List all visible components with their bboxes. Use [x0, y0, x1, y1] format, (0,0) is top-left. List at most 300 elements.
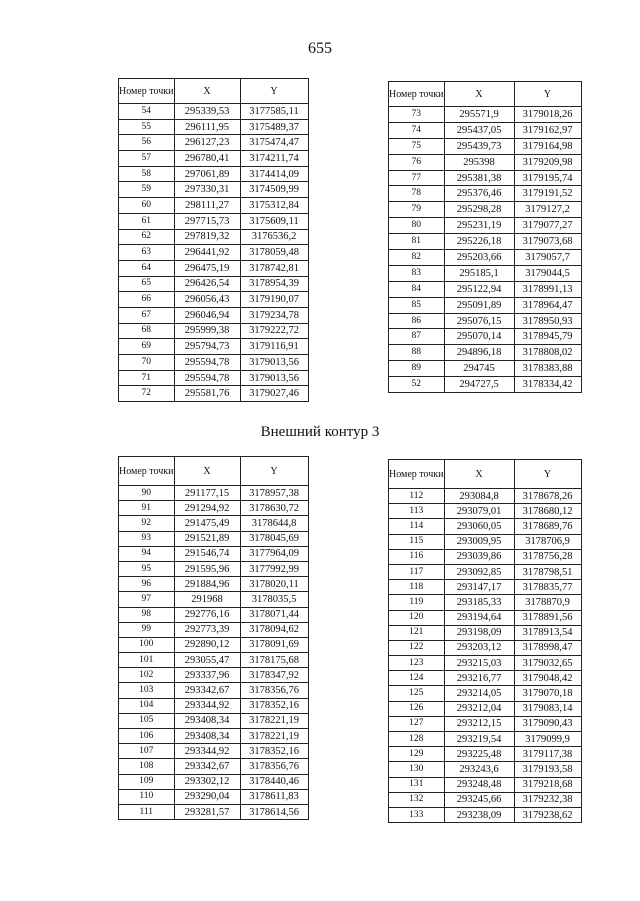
x-cell: 293342,67	[174, 759, 240, 774]
table-row	[389, 595, 582, 610]
x-cell: 295185,1	[444, 265, 514, 281]
y-cell: 3179090,43	[514, 716, 581, 731]
point-number-cell: 111	[119, 804, 175, 819]
y-cell: 3178950,93	[514, 313, 581, 329]
table-row	[119, 135, 309, 151]
x-cell: 293060,05	[444, 519, 514, 534]
y-cell: 3178798,51	[514, 564, 581, 579]
table-row	[389, 534, 582, 549]
table-row	[119, 698, 309, 713]
x-cell: 293238,09	[444, 807, 514, 822]
x-cell: 295091,89	[444, 297, 514, 313]
y-cell: 3178094,62	[240, 622, 308, 637]
x-cell: 293342,67	[174, 683, 240, 698]
point-number-cell: 101	[119, 653, 175, 668]
y-cell: 3178689,76	[514, 519, 581, 534]
x-cell: 296426,54	[174, 276, 240, 292]
point-number-cell: 76	[389, 154, 445, 170]
y-cell: 3179127,2	[514, 202, 581, 218]
table-row	[389, 777, 582, 792]
table-row	[119, 486, 309, 501]
x-cell: 296127,23	[174, 135, 240, 151]
x-cell: 295070,14	[444, 329, 514, 345]
point-number-cell: 70	[119, 355, 175, 371]
y-cell: 3178352,16	[240, 698, 308, 713]
x-cell: 295298,28	[444, 202, 514, 218]
x-cell: 293214,05	[444, 686, 514, 701]
y-cell: 3178808,02	[514, 345, 581, 361]
y-cell: 3178347,92	[240, 668, 308, 683]
x-cell: 296046,94	[174, 307, 240, 323]
point-number-cell: 105	[119, 713, 175, 728]
table-row	[389, 345, 582, 361]
x-cell: 296441,92	[174, 245, 240, 261]
x-cell: 293194,64	[444, 610, 514, 625]
point-number-cell: 119	[389, 595, 445, 610]
table-row	[119, 622, 309, 637]
point-number-cell: 82	[389, 250, 445, 266]
point-number-cell: 125	[389, 686, 445, 701]
x-cell: 293212,15	[444, 716, 514, 731]
point-number-cell: 112	[389, 489, 445, 504]
x-cell: 293185,33	[444, 595, 514, 610]
table-row	[119, 637, 309, 652]
y-cell: 3178954,39	[240, 276, 308, 292]
coordinates-table	[388, 81, 582, 393]
point-number-cell: 52	[389, 377, 445, 393]
table-row	[389, 504, 582, 519]
point-number-cell: 102	[119, 668, 175, 683]
x-cell: 293216,77	[444, 671, 514, 686]
table-row	[119, 260, 309, 276]
table-row	[119, 546, 309, 561]
y-cell: 3174211,74	[240, 151, 308, 167]
table-row	[119, 729, 309, 744]
y-cell: 3178630,72	[240, 501, 308, 516]
point-number-cell: 84	[389, 281, 445, 297]
x-cell: 293215,03	[444, 656, 514, 671]
x-cell: 297819,32	[174, 229, 240, 245]
y-cell: 3178991,13	[514, 281, 581, 297]
header-row	[389, 460, 582, 489]
point-number-cell: 104	[119, 698, 175, 713]
header-y: Y	[240, 79, 308, 104]
y-cell: 3178383,88	[514, 361, 581, 377]
table-row	[389, 732, 582, 747]
y-cell: 3178356,76	[240, 683, 308, 698]
x-cell: 293219,54	[444, 732, 514, 747]
point-number-cell: 117	[389, 564, 445, 579]
table-row	[119, 501, 309, 516]
point-number-cell: 81	[389, 234, 445, 250]
point-number-cell: 89	[389, 361, 445, 377]
coordinates-table	[118, 78, 309, 402]
x-cell: 293198,09	[444, 625, 514, 640]
point-number-cell: 54	[119, 104, 175, 120]
x-cell: 291521,89	[174, 531, 240, 546]
table-row	[389, 377, 582, 393]
y-cell: 3178678,26	[514, 489, 581, 504]
table-row	[119, 607, 309, 622]
table-row	[119, 516, 309, 531]
x-cell: 293302,12	[174, 774, 240, 789]
header-x: X	[444, 460, 514, 489]
header-y: Y	[514, 82, 581, 107]
point-number-cell: 62	[119, 229, 175, 245]
y-cell: 3179077,27	[514, 218, 581, 234]
y-cell: 3179013,56	[240, 370, 308, 386]
x-cell: 296056,43	[174, 292, 240, 308]
page-number: 655	[308, 40, 332, 57]
y-cell: 3178356,76	[240, 759, 308, 774]
x-cell: 293225,48	[444, 747, 514, 762]
point-number-cell: 60	[119, 198, 175, 214]
x-cell: 296111,95	[174, 119, 240, 135]
y-cell: 3179057,7	[514, 250, 581, 266]
point-number-cell: 132	[389, 792, 445, 807]
header-row	[119, 79, 309, 104]
table-row	[119, 198, 309, 214]
table-row	[389, 361, 582, 377]
x-cell: 295339,53	[174, 104, 240, 120]
y-cell: 3178221,19	[240, 713, 308, 728]
y-cell: 3178035,5	[240, 592, 308, 607]
point-number-cell: 99	[119, 622, 175, 637]
y-cell: 3178045,69	[240, 531, 308, 546]
x-cell: 295122,94	[444, 281, 514, 297]
x-cell: 295794,73	[174, 339, 240, 355]
x-cell: 297061,89	[174, 166, 240, 182]
x-cell: 295999,38	[174, 323, 240, 339]
point-number-cell: 68	[119, 323, 175, 339]
x-cell: 293009,95	[444, 534, 514, 549]
point-number-cell: 126	[389, 701, 445, 716]
x-cell: 293084,8	[444, 489, 514, 504]
x-cell: 293248,48	[444, 777, 514, 792]
section-title: Внешний контур 3	[260, 424, 380, 440]
y-cell: 3178680,12	[514, 504, 581, 519]
x-cell: 295203,66	[444, 250, 514, 266]
x-cell: 293212,04	[444, 701, 514, 716]
y-cell: 3178913,54	[514, 625, 581, 640]
point-number-cell: 56	[119, 135, 175, 151]
x-cell: 293344,92	[174, 744, 240, 759]
table-row	[389, 656, 582, 671]
y-cell: 3178870,9	[514, 595, 581, 610]
point-number-cell: 103	[119, 683, 175, 698]
x-cell: 297330,31	[174, 182, 240, 198]
y-cell: 3178175,68	[240, 653, 308, 668]
x-cell: 293243,6	[444, 762, 514, 777]
table-row	[119, 229, 309, 245]
point-number-cell: 73	[389, 107, 445, 123]
y-cell: 3178071,44	[240, 607, 308, 622]
point-number-cell: 75	[389, 138, 445, 154]
point-number-cell: 88	[389, 345, 445, 361]
table-row	[389, 329, 582, 345]
y-cell: 3179191,52	[514, 186, 581, 202]
y-cell: 3179232,38	[514, 792, 581, 807]
y-cell: 3176536,2	[240, 229, 308, 245]
table-row	[389, 671, 582, 686]
y-cell: 3175312,84	[240, 198, 308, 214]
y-cell: 3179193,58	[514, 762, 581, 777]
point-number-cell: 124	[389, 671, 445, 686]
y-cell: 3179195,74	[514, 170, 581, 186]
x-cell: 293245,66	[444, 792, 514, 807]
y-cell: 3179099,9	[514, 732, 581, 747]
point-number-cell: 107	[119, 744, 175, 759]
header-point-number: Номер точки	[119, 79, 175, 104]
header-row	[119, 457, 309, 486]
x-cell: 291595,96	[174, 561, 240, 576]
point-number-cell: 98	[119, 607, 175, 622]
point-number-cell: 55	[119, 119, 175, 135]
table-row	[389, 218, 582, 234]
x-cell: 294727,5	[444, 377, 514, 393]
y-cell: 3178091,69	[240, 637, 308, 652]
x-cell: 295594,78	[174, 370, 240, 386]
table-row	[119, 339, 309, 355]
table-row	[389, 747, 582, 762]
point-number-cell: 131	[389, 777, 445, 792]
table-row	[389, 762, 582, 777]
x-cell: 296475,19	[174, 260, 240, 276]
y-cell: 3179073,68	[514, 234, 581, 250]
x-cell: 293055,47	[174, 653, 240, 668]
x-cell: 295226,18	[444, 234, 514, 250]
point-number-cell: 106	[119, 729, 175, 744]
coordinates-table	[388, 459, 582, 823]
x-cell: 293147,17	[444, 580, 514, 595]
x-cell: 294745	[444, 361, 514, 377]
x-cell: 291177,15	[174, 486, 240, 501]
y-cell: 3179234,78	[240, 307, 308, 323]
table-row	[119, 713, 309, 728]
y-cell: 3179222,72	[240, 323, 308, 339]
y-cell: 3178020,11	[240, 577, 308, 592]
y-cell: 3177992,99	[240, 561, 308, 576]
y-cell: 3179044,5	[514, 265, 581, 281]
table-row	[119, 355, 309, 371]
table-row	[119, 592, 309, 607]
y-cell: 3179070,18	[514, 686, 581, 701]
x-cell: 291294,92	[174, 501, 240, 516]
point-number-cell: 128	[389, 732, 445, 747]
table-row	[389, 519, 582, 534]
x-cell: 293408,34	[174, 713, 240, 728]
x-cell: 292773,39	[174, 622, 240, 637]
table-row	[389, 564, 582, 579]
table-row	[119, 119, 309, 135]
y-cell: 3178964,47	[514, 297, 581, 313]
y-cell: 3179162,97	[514, 122, 581, 138]
y-cell: 3177964,09	[240, 546, 308, 561]
x-cell: 295076,15	[444, 313, 514, 329]
x-cell: 295398	[444, 154, 514, 170]
table-row	[119, 744, 309, 759]
y-cell: 3179048,42	[514, 671, 581, 686]
y-cell: 3175489,37	[240, 119, 308, 135]
table-row	[389, 625, 582, 640]
x-cell: 295231,19	[444, 218, 514, 234]
y-cell: 3179027,46	[240, 386, 308, 402]
point-number-cell: 79	[389, 202, 445, 218]
table-row	[389, 640, 582, 655]
y-cell: 3178742,81	[240, 260, 308, 276]
table-row	[389, 686, 582, 701]
point-number-cell: 59	[119, 182, 175, 198]
point-number-cell: 58	[119, 166, 175, 182]
point-number-cell: 113	[389, 504, 445, 519]
table-row	[119, 531, 309, 546]
y-cell: 3179013,56	[240, 355, 308, 371]
y-cell: 3178611,83	[240, 789, 308, 804]
table-row	[119, 292, 309, 308]
y-cell: 3175474,47	[240, 135, 308, 151]
table-row	[389, 154, 582, 170]
point-number-cell: 57	[119, 151, 175, 167]
header-point-number: Номер точки	[389, 82, 445, 107]
point-number-cell: 109	[119, 774, 175, 789]
x-cell: 293039,86	[444, 549, 514, 564]
table-row	[389, 265, 582, 281]
point-number-cell: 80	[389, 218, 445, 234]
table-row	[119, 668, 309, 683]
point-number-cell: 120	[389, 610, 445, 625]
header-x: X	[174, 457, 240, 486]
point-number-cell: 64	[119, 260, 175, 276]
x-cell: 295376,46	[444, 186, 514, 202]
x-cell: 295571,9	[444, 107, 514, 123]
point-number-cell: 96	[119, 577, 175, 592]
header-point-number: Номер точки	[389, 460, 445, 489]
point-number-cell: 110	[119, 789, 175, 804]
point-number-cell: 127	[389, 716, 445, 731]
y-cell: 3179218,68	[514, 777, 581, 792]
table-row	[119, 577, 309, 592]
table-row	[389, 186, 582, 202]
table-row	[389, 297, 582, 313]
point-number-cell: 86	[389, 313, 445, 329]
x-cell: 291884,96	[174, 577, 240, 592]
table-row	[389, 107, 582, 123]
point-number-cell: 95	[119, 561, 175, 576]
x-cell: 296780,41	[174, 151, 240, 167]
table-row	[389, 701, 582, 716]
table-row	[389, 313, 582, 329]
y-cell: 3179083,14	[514, 701, 581, 716]
point-number-cell: 63	[119, 245, 175, 261]
point-number-cell: 123	[389, 656, 445, 671]
y-cell: 3174509,99	[240, 182, 308, 198]
header-point-number: Номер точки	[119, 457, 175, 486]
table-row	[389, 549, 582, 564]
x-cell: 293344,92	[174, 698, 240, 713]
point-number-cell: 122	[389, 640, 445, 655]
y-cell: 3179164,98	[514, 138, 581, 154]
table-row	[119, 182, 309, 198]
x-cell: 293408,34	[174, 729, 240, 744]
x-cell: 295581,76	[174, 386, 240, 402]
y-cell: 3178756,28	[514, 549, 581, 564]
y-cell: 3174414,09	[240, 166, 308, 182]
y-cell: 3178835,77	[514, 580, 581, 595]
x-cell: 291475,49	[174, 516, 240, 531]
table-row	[119, 370, 309, 386]
table-row	[119, 151, 309, 167]
table-row	[389, 580, 582, 595]
y-cell: 3179209,98	[514, 154, 581, 170]
y-cell: 3178334,42	[514, 377, 581, 393]
x-cell: 294896,18	[444, 345, 514, 361]
point-number-cell: 92	[119, 516, 175, 531]
point-number-cell: 91	[119, 501, 175, 516]
x-cell: 295381,38	[444, 170, 514, 186]
header-x: X	[174, 79, 240, 104]
point-number-cell: 115	[389, 534, 445, 549]
table-row	[119, 104, 309, 120]
header-y: Y	[240, 457, 308, 486]
point-number-cell: 72	[119, 386, 175, 402]
table-row	[389, 610, 582, 625]
point-number-cell: 100	[119, 637, 175, 652]
y-cell: 3175609,11	[240, 213, 308, 229]
table-row	[119, 386, 309, 402]
table-row	[389, 234, 582, 250]
x-cell: 295594,78	[174, 355, 240, 371]
point-number-cell: 67	[119, 307, 175, 323]
point-number-cell: 78	[389, 186, 445, 202]
y-cell: 3178614,56	[240, 804, 308, 819]
y-cell: 3178644,8	[240, 516, 308, 531]
point-number-cell: 116	[389, 549, 445, 564]
point-number-cell: 74	[389, 122, 445, 138]
coordinates-table	[118, 456, 309, 820]
table-row	[389, 807, 582, 822]
table-row	[389, 250, 582, 266]
table-row	[389, 170, 582, 186]
y-cell: 3178221,19	[240, 729, 308, 744]
table-row	[119, 245, 309, 261]
table-row	[389, 281, 582, 297]
header-row	[389, 82, 582, 107]
table-row	[119, 307, 309, 323]
x-cell: 293281,57	[174, 804, 240, 819]
y-cell: 3178945,79	[514, 329, 581, 345]
point-number-cell: 108	[119, 759, 175, 774]
point-number-cell: 94	[119, 546, 175, 561]
point-number-cell: 121	[389, 625, 445, 640]
point-number-cell: 90	[119, 486, 175, 501]
y-cell: 3179190,07	[240, 292, 308, 308]
x-cell: 295439,73	[444, 138, 514, 154]
table-row	[119, 166, 309, 182]
x-cell: 293337,96	[174, 668, 240, 683]
header-x: X	[444, 82, 514, 107]
table-row	[119, 774, 309, 789]
x-cell: 293079,01	[444, 504, 514, 519]
table-row	[119, 683, 309, 698]
y-cell: 3178957,38	[240, 486, 308, 501]
x-cell: 292776,16	[174, 607, 240, 622]
point-number-cell: 85	[389, 297, 445, 313]
y-cell: 3179032,65	[514, 656, 581, 671]
table-row	[389, 792, 582, 807]
point-number-cell: 61	[119, 213, 175, 229]
point-number-cell: 65	[119, 276, 175, 292]
point-number-cell: 130	[389, 762, 445, 777]
